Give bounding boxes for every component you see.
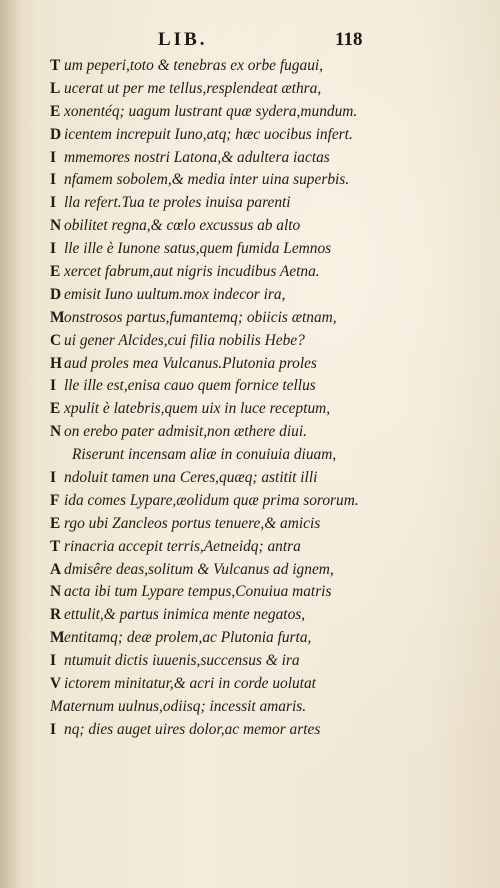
verse-line [50, 719, 470, 742]
verse-line [50, 147, 470, 170]
verse-text: ntumuit dictis iuuenis,succensus & ira [64, 652, 300, 670]
verse-initial: E [50, 263, 61, 281]
verse-text: um peperi,toto & tenebras ex orbe fugaui, [64, 57, 324, 74]
verse-line [50, 78, 470, 101]
verse-text: emisit Iuno uultum.mox indecor ira, [64, 285, 286, 303]
verse-line [50, 284, 470, 307]
verse-line [50, 467, 470, 490]
verse-line [50, 627, 470, 650]
gutter-shadow [0, 0, 22, 888]
page-number: 118 [335, 29, 363, 50]
verse-text: acta ibi tum Lypare tempus,Conuiua matris [64, 583, 332, 601]
verse-line [50, 261, 470, 284]
verse-line [50, 375, 470, 398]
verse-line [50, 490, 470, 513]
verse-line [50, 421, 470, 444]
verse-initial: I [50, 148, 56, 166]
verse-initial: A [50, 560, 62, 578]
verse-text: ndoluit tamen una Ceres,quæq; astitit illi [64, 469, 318, 487]
verse-line [50, 169, 470, 192]
verse-initial: E [50, 514, 61, 532]
verse-initial: D [50, 125, 62, 143]
verse-line [50, 444, 470, 467]
verse-initial: H [50, 354, 62, 372]
verse-initial: I [50, 194, 56, 212]
verse-text: nfamem sobolem,& media inter uina superbis. [64, 171, 350, 189]
verse-text: obilitet regna,& cœlo excussus ab alto [64, 217, 301, 235]
verse-line [50, 604, 470, 627]
verse-initial: V [50, 675, 62, 693]
verse-line [50, 673, 470, 696]
verse-text: ida comes Lypare,æolidum quæ prima sororum. [64, 491, 359, 509]
verse-text: xonentéq; uagum lustrant quæ sydera,mundum. [64, 102, 358, 120]
verse-line [50, 513, 470, 536]
verse-text: on erebo pater admisit,non æthere diui. [64, 423, 307, 441]
verse-initial: N [50, 217, 62, 235]
verse-line [50, 330, 470, 353]
verse-text: ictorem minitatur,& acri in corde uolutat [64, 675, 316, 693]
verse-line [50, 398, 470, 421]
verse-initial: L [50, 79, 61, 97]
verse-text: onstrosos partus,fumantemq; obiicis ætnam, [64, 308, 337, 326]
verse-text: lla refert.Tua te proles inuisa parenti [64, 194, 291, 212]
verse-initial: T [50, 537, 61, 555]
verse-text: ui gener Alcides,cui filia nobilis Hebe? [64, 331, 305, 349]
verse-text: ucerat ut per me tellus,resplendeat æthra, [64, 79, 322, 97]
verse-line [50, 650, 470, 673]
poem-text-block [50, 55, 470, 742]
verse-text: rinacria accepit terris,Aetneidq; antra [64, 537, 301, 555]
verse-text: Maternum uulnus,odiisq; incessit amaris. [50, 697, 307, 715]
verse-initial: M [50, 629, 65, 647]
verse-text: aud proles mea Vulcanus.Plutonia proles [64, 354, 317, 372]
verse-initial: I [50, 469, 56, 487]
verse-initial: M [50, 308, 65, 326]
verse-text: nq; dies auget uires dolor,ac memor artes [64, 720, 321, 738]
verse-initial: E [50, 102, 61, 120]
verse-initial: T [50, 57, 61, 74]
verse-line [50, 215, 470, 238]
verse-line [50, 307, 470, 330]
verse-text: dmisêre deas,solitum & Vulcanus ad ignem, [64, 560, 334, 578]
verse-initial: I [50, 171, 56, 189]
running-head: LIB. [158, 29, 208, 50]
verse-line [50, 559, 470, 582]
verse-initial: C [50, 331, 62, 349]
verse-line [50, 192, 470, 215]
verse-initial: I [50, 652, 56, 670]
verse-text: lle ille est,enisa cauo quem fornice tellus [64, 377, 316, 395]
verse-initial: N [50, 423, 62, 441]
verse-text: Riserunt incensam aliæ in conuiuia diuam, [72, 446, 337, 464]
verse-text: mmemores nostri Latona,& adultera iactas [64, 148, 330, 166]
verse-initial: D [50, 285, 62, 303]
verse-line [50, 124, 470, 147]
verse-initial: I [50, 720, 56, 738]
verse-text: entitamq; deæ prolem,ac Plutonia furta, [64, 629, 312, 647]
verse-line [50, 696, 470, 719]
verse-text: ettulit,& partus inimica mente negatos, [64, 606, 306, 624]
verse-initial: F [50, 491, 60, 509]
verse-text: xercet fabrum,aut nigris incudibus Aetna. [64, 263, 320, 281]
verse-text: lle ille è Iunone satus,quem fumida Lemnos [64, 240, 332, 258]
verse-line [50, 536, 470, 559]
verse-initial: N [50, 583, 62, 601]
verse-initial: I [50, 240, 56, 258]
verse-initial: R [50, 606, 62, 624]
verse-text: rgo ubi Zancleos portus tenuere,& amicis [64, 514, 321, 532]
verse-initial: I [50, 377, 56, 395]
verse-line [50, 55, 470, 78]
verse-line [50, 581, 470, 604]
verse-line [50, 238, 470, 261]
verse-text: icentem increpuit Iuno,atq; hæc uocibus infert. [64, 125, 353, 143]
verse-line [50, 353, 470, 376]
verse-line [50, 101, 470, 124]
page-header [0, 29, 500, 51]
verse-initial: E [50, 400, 61, 418]
verse-text: xpulit è latebris,quem uix in luce receptum, [64, 400, 331, 418]
